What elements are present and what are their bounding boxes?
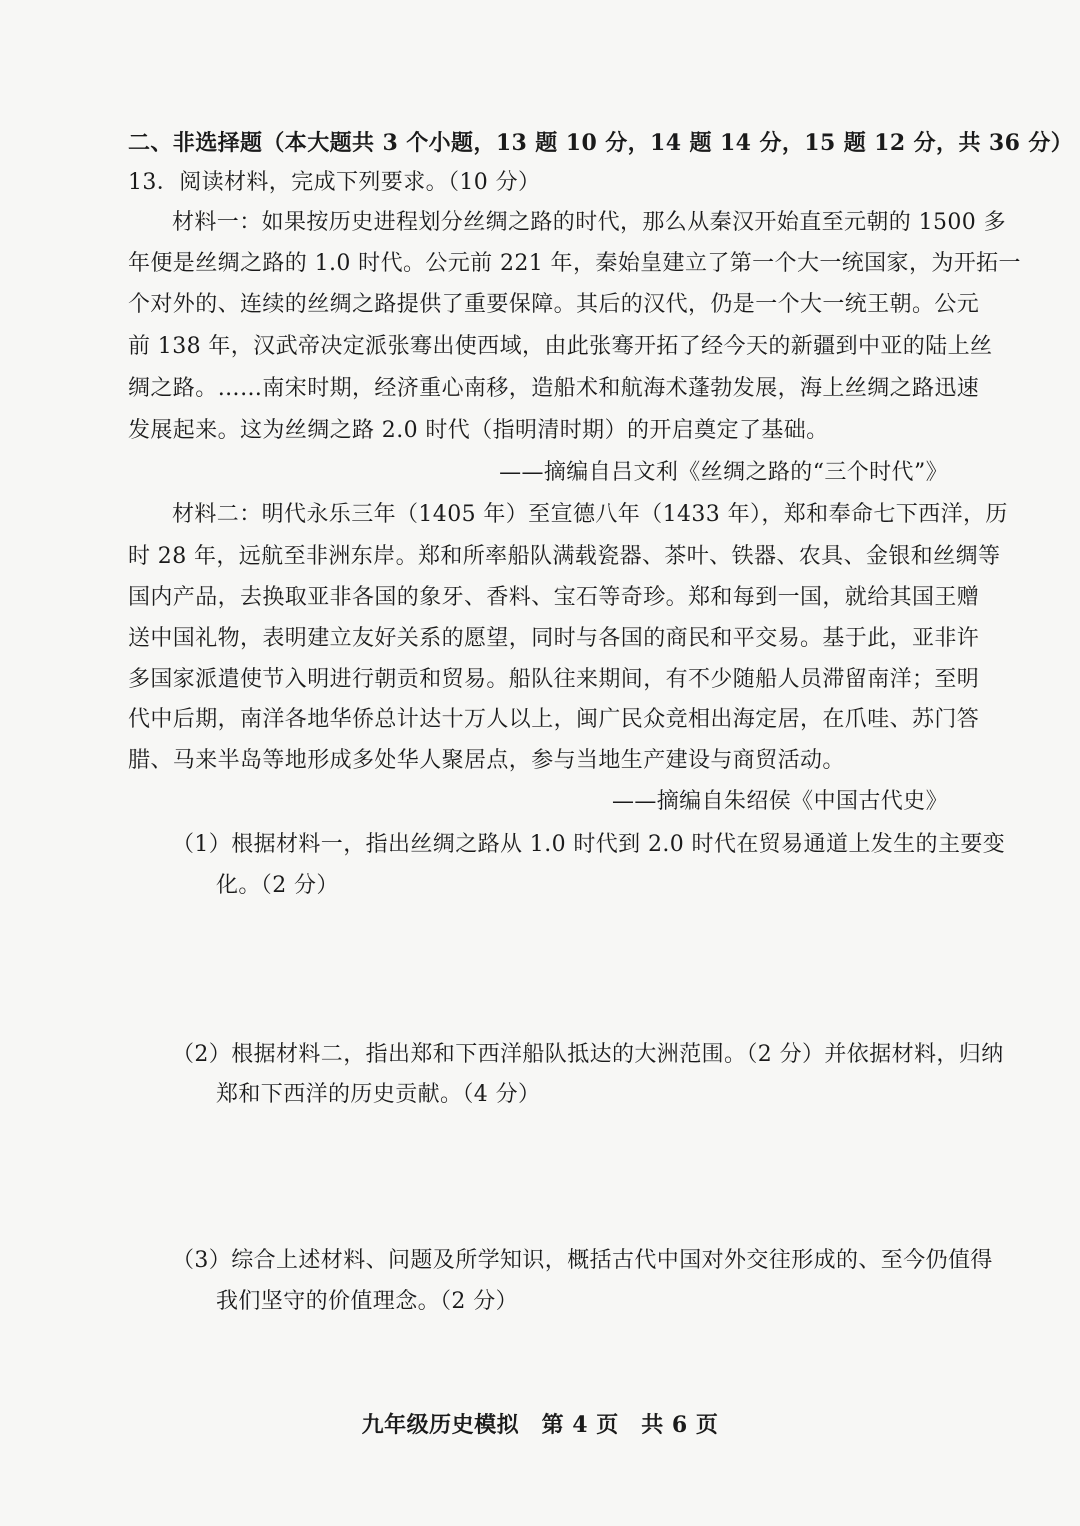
material-1-source: ——摘编自吕文利《丝绸之路的“三个时代”》: [499, 460, 948, 485]
subquestion-3-text: （3）综合上述材料、问题及所学知识，概括古代中国对外交往形成的、至今仍值得: [172, 1248, 993, 1273]
question-13-stem: 13．阅读材料，完成下列要求。（10 分）: [128, 170, 541, 195]
material-1-line: 年便是丝绸之路的 1.0 时代。公元前 221 年，秦始皇建立了第一个大一统国家，为开拓一: [128, 251, 1021, 276]
subquestion-2-text: （2）根据材料二，指出郑和下西洋船队抵达的大洲范围。（2 分）并依据材料，归纳: [172, 1042, 1004, 1067]
material-1-line: 前 138 年，汉武帝决定派张骞出使西域，由此张骞开拓了经今天的新疆到中亚的陆上丝: [128, 334, 993, 359]
material-2-source: ——摘编自朱绍侯《中国古代史》: [611, 789, 948, 814]
answer-space-1[interactable]: [128, 910, 960, 1030]
material-2-line: 国内产品，去换取亚非各国的象牙、香料、宝石等奇珍。郑和每到一国，就给其国王赠: [128, 585, 980, 610]
page-footer: 九年级历史模拟 第 4 页 共 6 页: [361, 1412, 719, 1438]
material-2-line: 多国家派遣使节入明进行朝贡和贸易。船队往来期间，有不少随船人员滞留南洋；至明: [128, 667, 980, 692]
material-1-line: 发展起来。这为丝绸之路 2.0 时代（指明清时期）的开启奠定了基础。: [128, 418, 829, 443]
material-1-line: 绸之路。……南宋时期，经济重心南移，造船术和航海术蓬勃发展，海上丝绸之路迅速: [128, 376, 980, 401]
subquestion-3-text: 我们坚守的价值理念。（2 分）: [216, 1289, 518, 1314]
section-heading: 二、非选择题（本大题共 3 个小题，13 题 10 分，14 题 14 分，15 题 12 分，共 36 分）: [128, 130, 1074, 156]
material-2-line: 腊、马来半岛等地形成多处华人聚居点，参与当地生产建设与商贸活动。: [128, 748, 845, 773]
subquestion-2-text: 郑和下西洋的历史贡献。（4 分）: [216, 1082, 541, 1107]
material-2-line: 材料二：明代永乐三年（1405 年）至宣德八年（1433 年），郑和奉命七下西洋，历: [172, 502, 1008, 527]
material-1-line: 个对外的、连续的丝绸之路提供了重要保障。其后的汉代，仍是一个大一统王朝。公元: [128, 292, 980, 317]
material-2-line: 送中国礼物，表明建立友好关系的愿望，同时与各国的商民和平交易。基于此，亚非许: [128, 626, 980, 651]
answer-space-3[interactable]: [128, 1326, 960, 1396]
material-2-line: 代中后期，南洋各地华侨总计达十万人以上，闽广民众竞相出海定居，在爪哇、苏门答: [128, 707, 980, 732]
answer-space-2[interactable]: [128, 1120, 960, 1235]
material-2-line: 时 28 年，远航至非洲东岸。郑和所率船队满载瓷器、茶叶、铁器、农具、金银和丝绸等: [128, 544, 1001, 569]
material-1-line: 材料一：如果按历史进程划分丝绸之路的时代，那么从秦汉开始直至元朝的 1500 多: [172, 210, 1006, 235]
subquestion-1-text: （1）根据材料一，指出丝绸之路从 1.0 时代到 2.0 时代在贸易通道上发生的主要变: [172, 832, 1006, 857]
subquestion-1-text: 化。（2 分）: [216, 873, 339, 898]
